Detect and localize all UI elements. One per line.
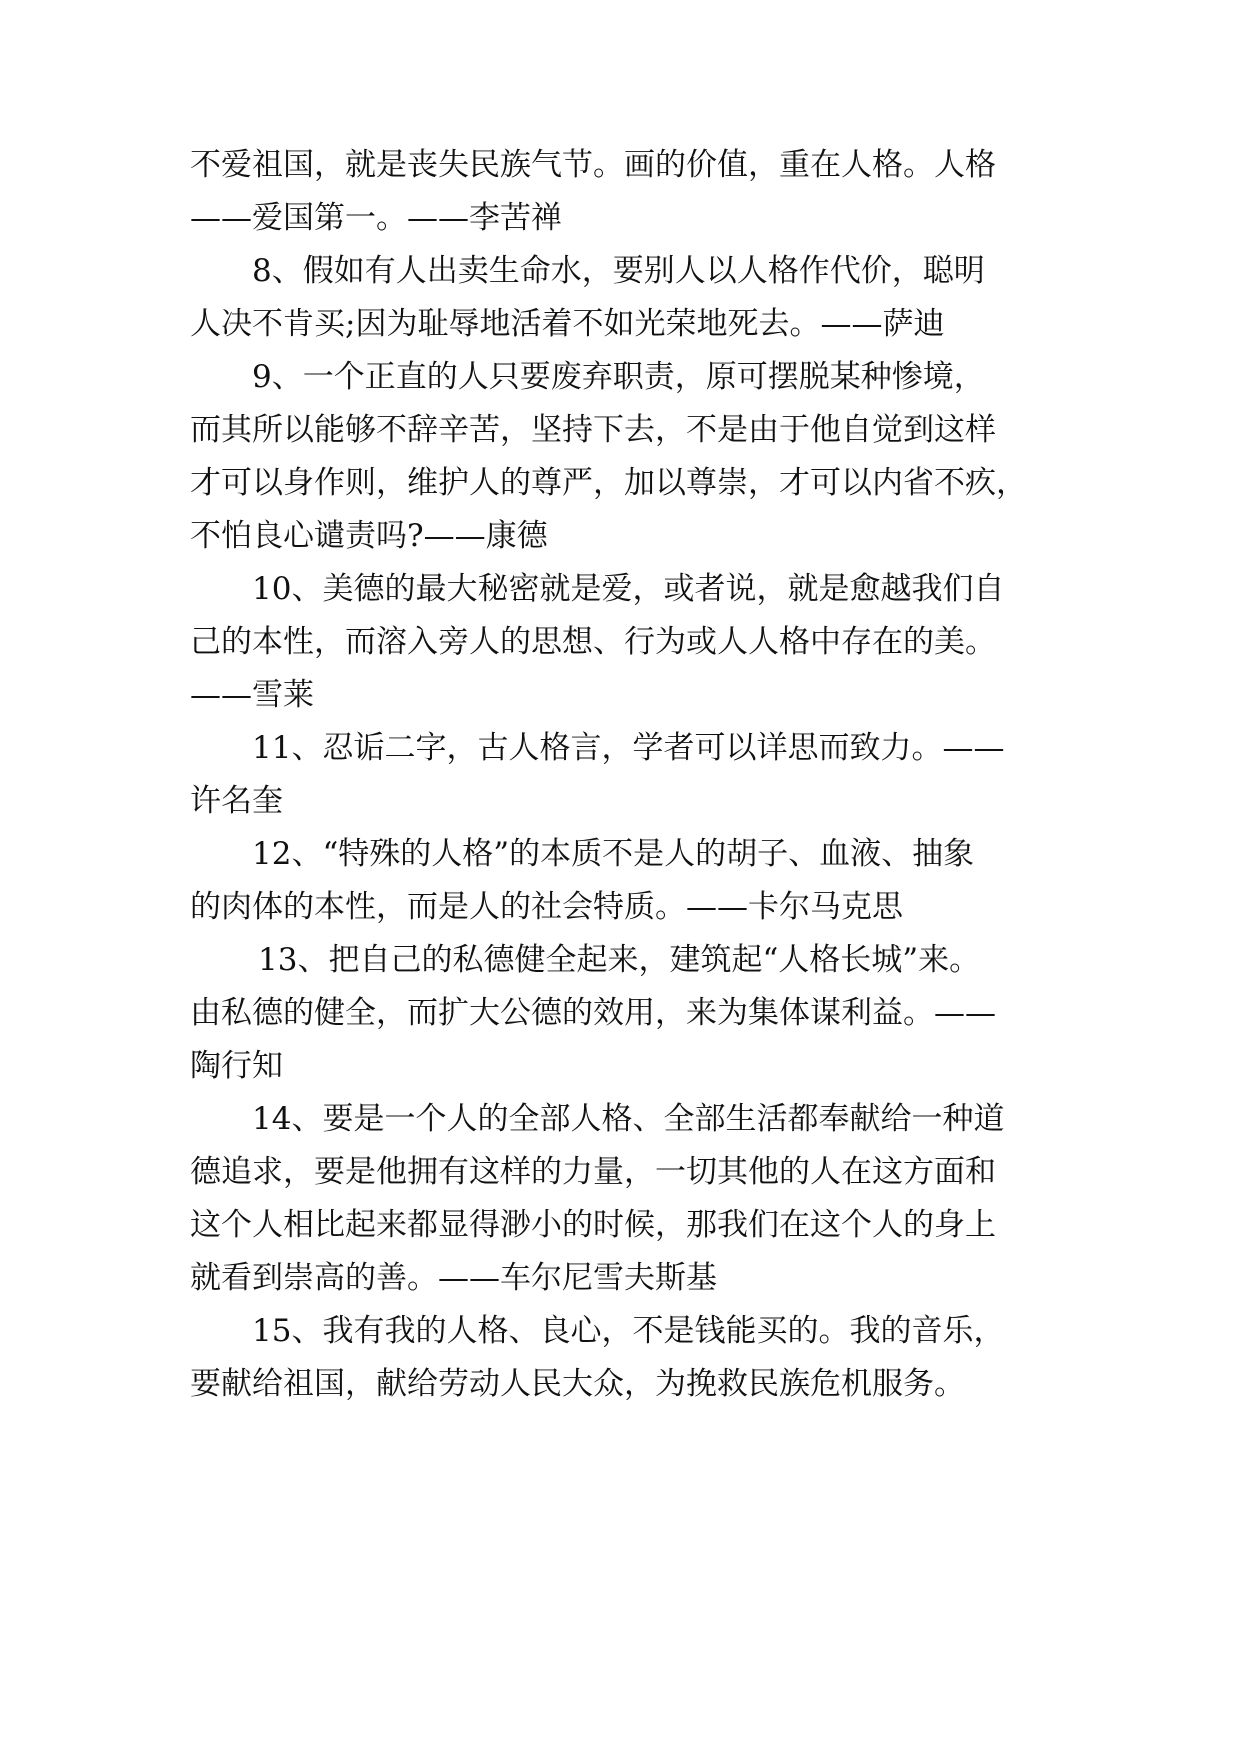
text-line: 9、一个正直的人只要废弃职责，原可摆脱某种惨境， (252, 359, 985, 395)
text-line: 13、把自己的私德健全起来，建筑起“人格长城”来。 (258, 942, 981, 978)
text-line: 人决不肯买;因为耻辱地活着不如光荣地死去。——萨迪 (190, 306, 945, 342)
text-line: 15、我有我的人格、良心，不是钱能买的。我的音乐， (252, 1313, 1005, 1349)
text-line: 德追求，要是他拥有这样的力量，一切其他的人在这方面和 (190, 1154, 996, 1190)
text-line: 由私德的健全，而扩大公德的效用，来为集体谋利益。—— (190, 995, 996, 1031)
text-line: 12、“特殊的人格”的本质不是人的胡子、血液、抽象 (252, 836, 975, 872)
text-line: 己的本性，而溶入旁人的思想、行为或人人格中存在的美。 (190, 624, 996, 660)
text-line: 的肉体的本性，而是人的社会特质。——卡尔马克思 (190, 889, 903, 925)
text-line: 就看到崇高的善。——车尔尼雪夫斯基 (190, 1260, 717, 1296)
text-line: 许名奎 (190, 783, 283, 819)
text-line: 11、忍诟二字，古人格言，学者可以详思而致力。—— (252, 730, 1005, 766)
text-line: ——爱国第一。——李苦禅 (190, 200, 562, 236)
text-line: 才可以身作则，维护人的尊严，加以尊崇，才可以内省不疚， (190, 465, 1027, 501)
text-line: 不怕良心谴责吗?——康德 (190, 518, 548, 554)
text-line: ——雪莱 (190, 677, 314, 713)
text-line: 而其所以能够不辞辛苦，坚持下去，不是由于他自觉到这样 (190, 412, 996, 448)
text-line: 14、要是一个人的全部人格、全部生活都奉献给一种道 (252, 1101, 1005, 1137)
text-line: 要献给祖国，献给劳动人民大众，为挽救民族危机服务。 (190, 1366, 965, 1402)
text-line: 10、美德的最大秘密就是爱，或者说，就是愈越我们自 (252, 571, 1005, 607)
text-line: 8、假如有人出卖生命水，要别人以人格作代价，聪明 (252, 253, 985, 289)
text-line: 这个人相比起来都显得渺小的时候，那我们在这个人的身上 (190, 1207, 996, 1243)
text-line: 陶行知 (190, 1048, 283, 1084)
text-line: 不爱祖国，就是丧失民族气节。画的价值，重在人格。人格 (190, 147, 996, 183)
